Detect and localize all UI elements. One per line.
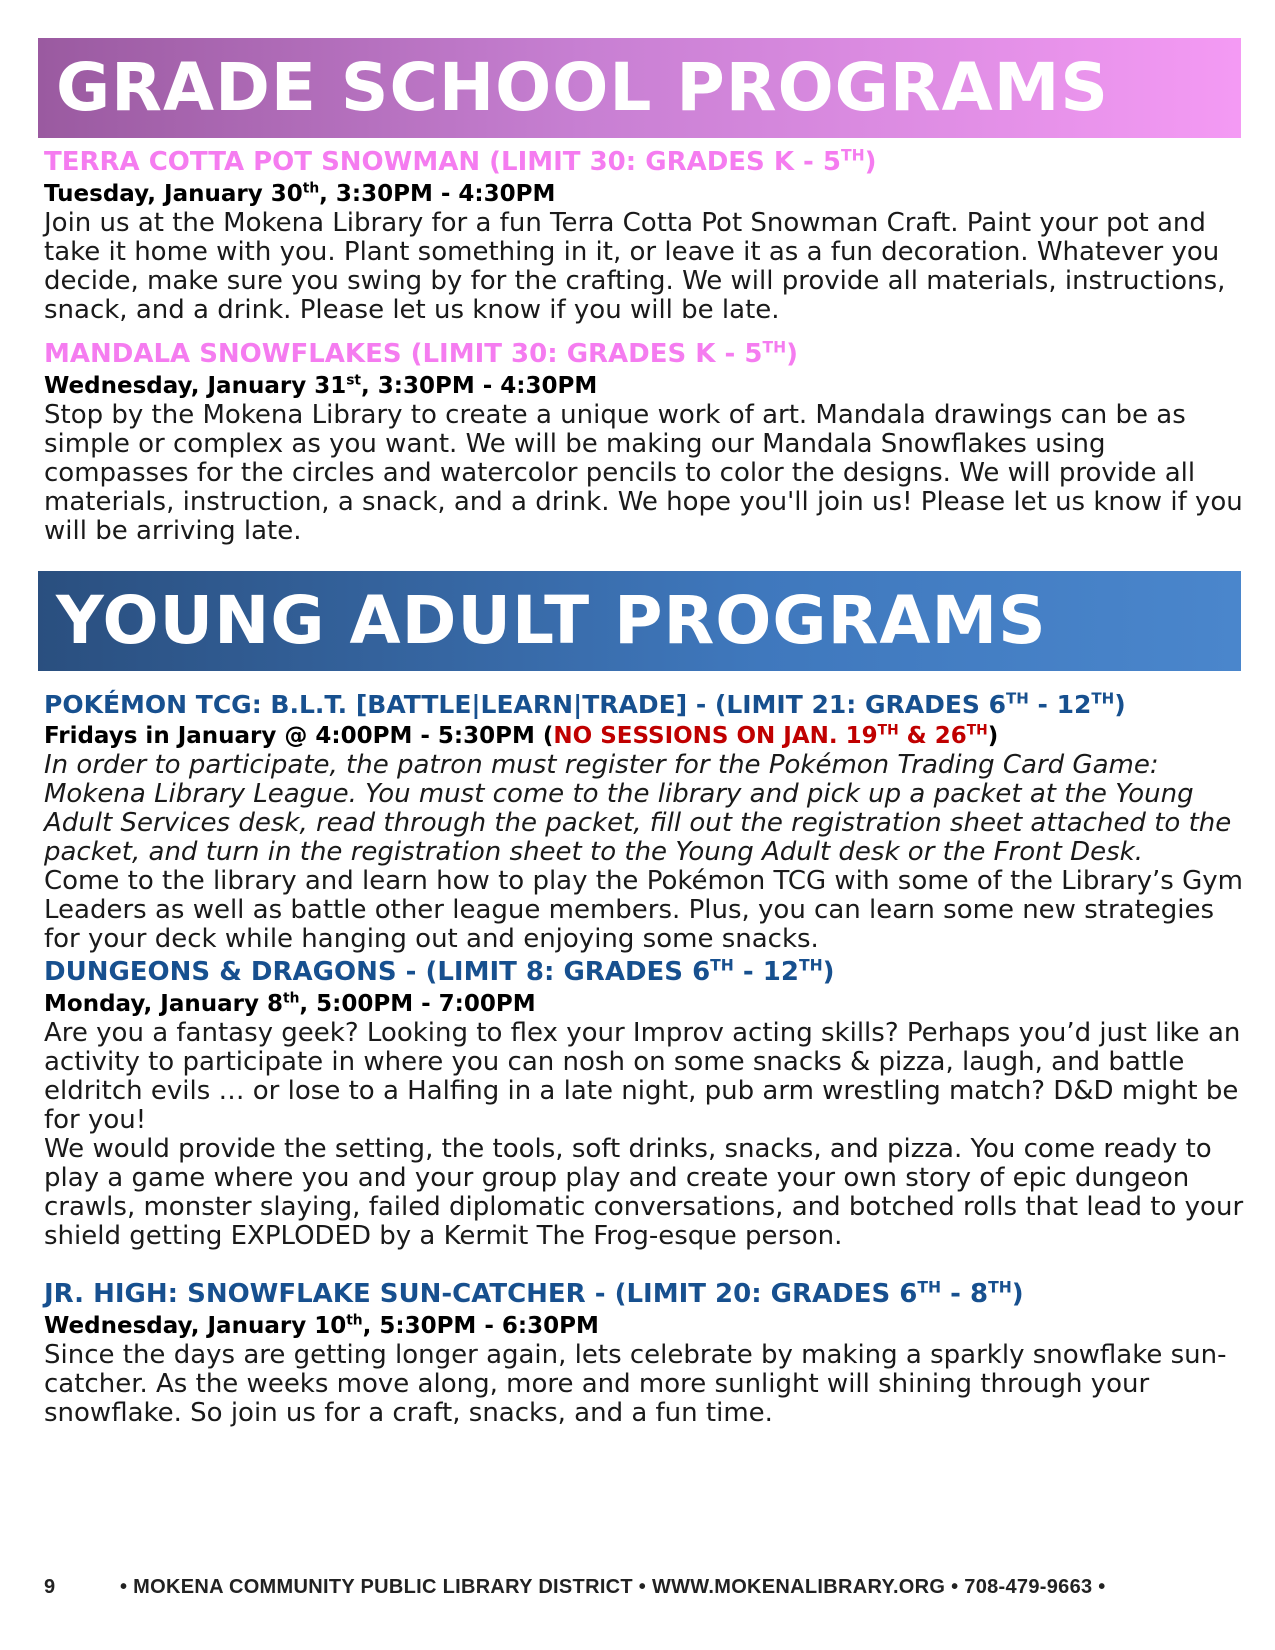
program-description (44, 751, 1244, 954)
program-dungeons-dragons (44, 956, 1244, 1251)
program-date: Wednesday, January 10th, 5:30PM - 6:30PM (44, 1312, 599, 1339)
program-body: We would provide the setting, the tools, soft drinks, snacks, and pizza. You come ready to play a game where you and your group play and create your own story of epic dungeon crawls, monster slaying, failed diplomatic conversations, and botched rolls that lead to your shield getting EXPLODED by a Kermit The Frog-esque person. (44, 1134, 1244, 1251)
program-pokemon-tcg (44, 688, 1244, 954)
program-terra-cotta (44, 146, 1244, 325)
program-title: TERRA COTTA POT SNOWMAN (LIMIT 30: GRADES K - 5TH) (44, 146, 877, 177)
program-body: Are you a fantasy geek? Looking to flex your Improv acting skills? Perhaps you’d just like an activity to participate in where you can nosh on some snacks & pizza, laugh, and battle eldritch evils … or lose to a Halfing in a late night, pub arm wrestling match? D&D might be for you! (44, 1018, 1241, 1135)
young-adult-banner (38, 571, 1241, 671)
program-title: MANDALA SNOWFLAKES (LIMIT 30: GRADES K - 5TH) (44, 338, 799, 369)
program-body: Come to the library and learn how to play the Pokémon TCG with some of the Library’s Gym Leaders as well as battle other league members. Plus, you can learn some new strategies for your deck while hanging out and enjoying some snacks. (44, 866, 1243, 954)
grade-school-heading: GRADE SCHOOL PROGRAMS (56, 49, 1109, 126)
program-snowflake-sun-catcher (44, 1278, 1244, 1428)
grade-school-banner (38, 38, 1241, 138)
program-date: Tuesday, January 30th, 3:30PM - 4:30PM (44, 180, 556, 207)
program-description (44, 1019, 1244, 1251)
program-description: Stop by the Mokena Library to create a unique work of art. Mandala drawings can be as simple or complex as you want. We will be making our Mandala Snowflakes using compasses for the circles and watercolor pencils to color the designs. We will provide all materials, instruction, a snack, and a drink. We hope you'll join us! Please let us know if you will be arriving late. (44, 400, 1243, 546)
program-date: Wednesday, January 31st, 3:30PM - 4:30PM (44, 372, 598, 399)
young-adult-heading: YOUNG ADULT PROGRAMS (56, 582, 1047, 659)
program-title: POKÉMON TCG: B.L.T. [BATTLE|LEARN|TRADE] - (LIMIT 21: GRADES 6TH - 12TH) (44, 689, 1126, 719)
no-sessions-notice: NO SESSIONS ON JAN. 19TH & 26TH (553, 722, 988, 749)
program-date: Fridays in January @ 4:00PM - 5:30PM (NO SESSIONS ON JAN. 19TH & 26TH) (44, 722, 999, 749)
program-description: Join us at the Mokena Library for a fun Terra Cotta Pot Snowman Craft. Paint your pot and take it home with you. Plant something in it, or leave it as a fun decoration. Whatever you decide, make sure you swing by for the crafting. We will provide all materials, instructions, snack, and a drink. Please let us know if you will be late. (44, 208, 1226, 325)
program-mandala-snowflakes (44, 338, 1244, 546)
program-title: DUNGEONS & DRAGONS - (LIMIT 8: GRADES 6TH - 12TH) (44, 956, 835, 987)
page-number: 9 (44, 1576, 56, 1598)
program-description: Since the days are getting longer again, lets celebrate by making a sparkly snowflake sun-catcher. As the weeks move along, more and more sunlight will shining through your snowflake. So join us for a craft, snacks, and a fun time. (44, 1340, 1227, 1428)
library-contact-info: • MOKENA COMMUNITY PUBLIC LIBRARY DISTRICT • WWW.MOKENALIBRARY.ORG • 708-479-9663 • (120, 1576, 1106, 1598)
program-title: JR. HIGH: SNOWFLAKE SUN-CATCHER - (LIMIT 20: GRADES 6TH - 8TH) (44, 1278, 1024, 1309)
registration-note: In order to participate, the patron must register for the Pokémon Trading Card Game: Mokena Library League. You must come to the library and pick up a packet at the Young Adult Services desk, read through the packet, fill out the registration sheet attached to the packet, and turn in the registration sheet to the Young Adult desk or the Front Desk. (44, 750, 1232, 867)
program-date: Monday, January 8th, 5:00PM - 7:00PM (44, 990, 536, 1017)
